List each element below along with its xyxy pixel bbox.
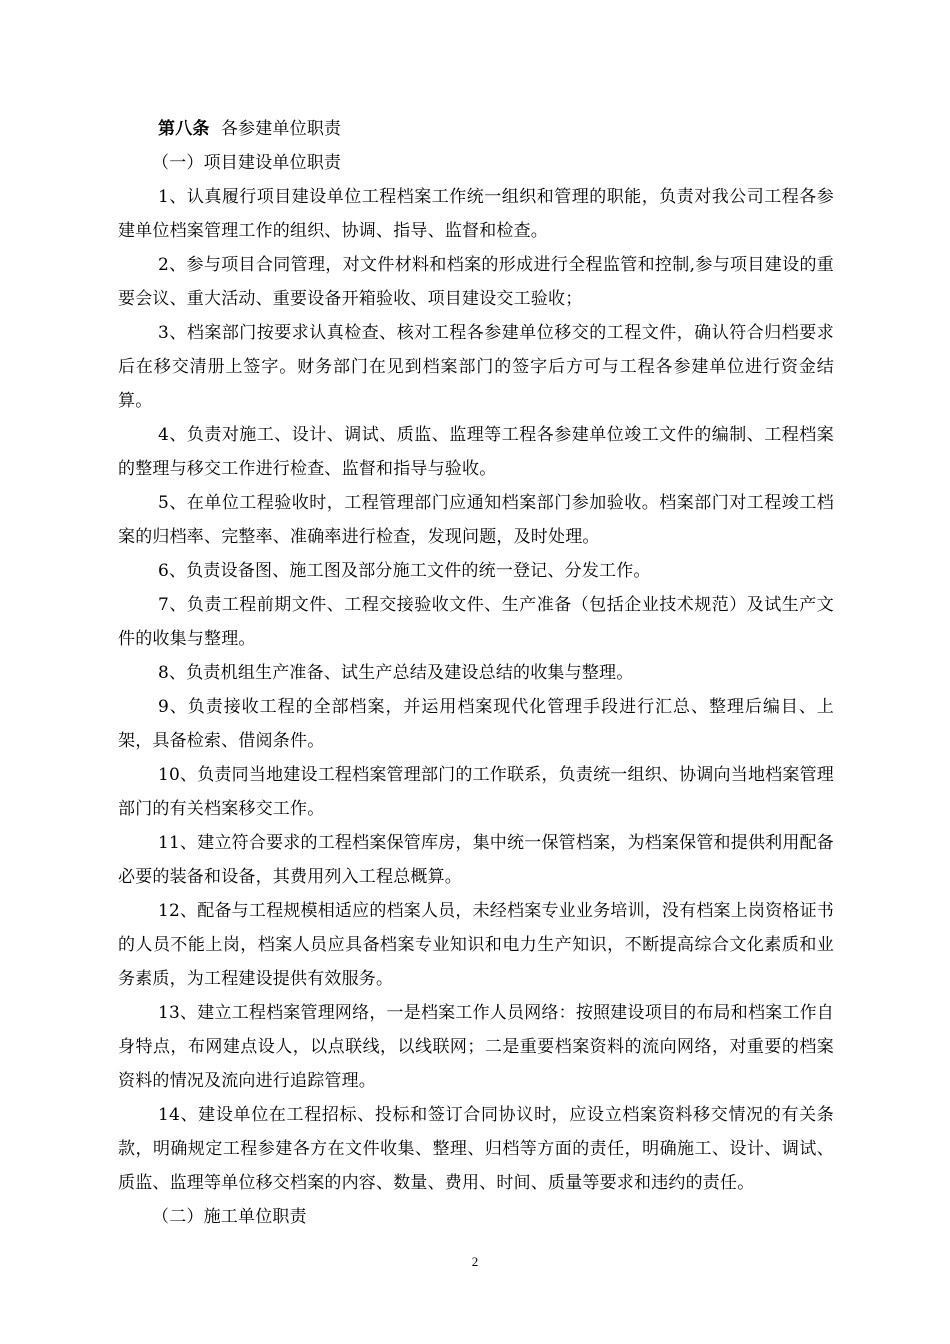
- list-item: 13、建立工程档案管理网络，一是档案工作人员网络：按照建设项目的布局和档案工作自身特点，布网建点设人，以点联线，以线联网；二是重要档案资料的流向网络，对重要的档案资料的情况及流向进行追踪管理。: [118, 1003, 834, 1091]
- list-item: 1、认真履行项目建设单位工程档案工作统一组织和管理的职能，负责对我公司工程各参建单位档案管理工作的组织、协调、指导、监督和检查。: [118, 187, 834, 241]
- article-title: 各参建单位职责: [220, 119, 342, 139]
- list-item: 3、档案部门按要求认真检查、核对工程各参建单位移交的工程文件，确认符合归档要求后在移交清册上签字。财务部门在见到档案部门的签字后方可与工程各参建单位进行资金结算。: [118, 323, 834, 411]
- section-heading-1: （一）项目建设单位职责: [152, 153, 342, 173]
- page-number: 2: [471, 1254, 479, 1269]
- list-item: 9、负责接收工程的全部档案，并运用档案现代化管理手段进行汇总、整理后编目、上架，具备检索、借阅条件。: [118, 697, 834, 751]
- article-number: 第八条: [158, 119, 210, 139]
- list-item: 11、建立符合要求的工程档案保管库房，集中统一保管档案，为档案保管和提供利用配备必要的装备和设备，其费用列入工程总概算。: [118, 833, 834, 887]
- list-item: 10、负责同当地建设工程档案管理部门的工作联系，负责统一组织、协调向当地档案管理部门的有关档案移交工作。: [118, 765, 834, 819]
- document-body: [118, 112, 834, 1234]
- article-heading: [118, 112, 834, 146]
- section-heading-2: （二）施工单位职责: [152, 1207, 307, 1227]
- list-item: 8、负责机组生产准备、试生产总结及建设总结的收集与整理。: [158, 663, 634, 683]
- list-item: 6、负责设备图、施工图及部分施工文件的统一登记、分发工作。: [158, 561, 651, 581]
- list-item: 4、负责对施工、设计、调试、质监、监理等工程各参建单位竣工文件的编制、工程档案的整理与移交工作进行检查、监督和指导与验收。: [118, 425, 834, 479]
- list-item: 2、参与项目合同管理，对文件材料和档案的形成进行全程监管和控制,参与项目建设的重要会议、重大活动、重要设备开箱验收、项目建设交工验收；: [118, 255, 834, 309]
- list-item: 7、负责工程前期文件、工程交接验收文件、生产准备（包括企业技术规范）及试生产文件的收集与整理。: [118, 595, 834, 649]
- list-item: 14、建设单位在工程招标、投标和签订合同协议时，应设立档案资料移交情况的有关条款，明确规定工程参建各方在文件收集、整理、归档等方面的责任，明确施工、设计、调试、质监、监理等单位移交档案的内容、数量、费用、时间、质量等要求和违约的责任。: [118, 1105, 834, 1193]
- list-item: 5、在单位工程验收时，工程管理部门应通知档案部门参加验收。档案部门对工程竣工档案的归档率、完整率、准确率进行检查，发现问题，及时处理。: [118, 493, 834, 547]
- list-item: 12、配备与工程规模相适应的档案人员，未经档案专业业务培训，没有档案上岗资格证书的人员不能上岗，档案人员应具备档案专业知识和电力生产知识，不断提高综合文化素质和业务素质，为工程建设提供有效服务。: [118, 901, 834, 989]
